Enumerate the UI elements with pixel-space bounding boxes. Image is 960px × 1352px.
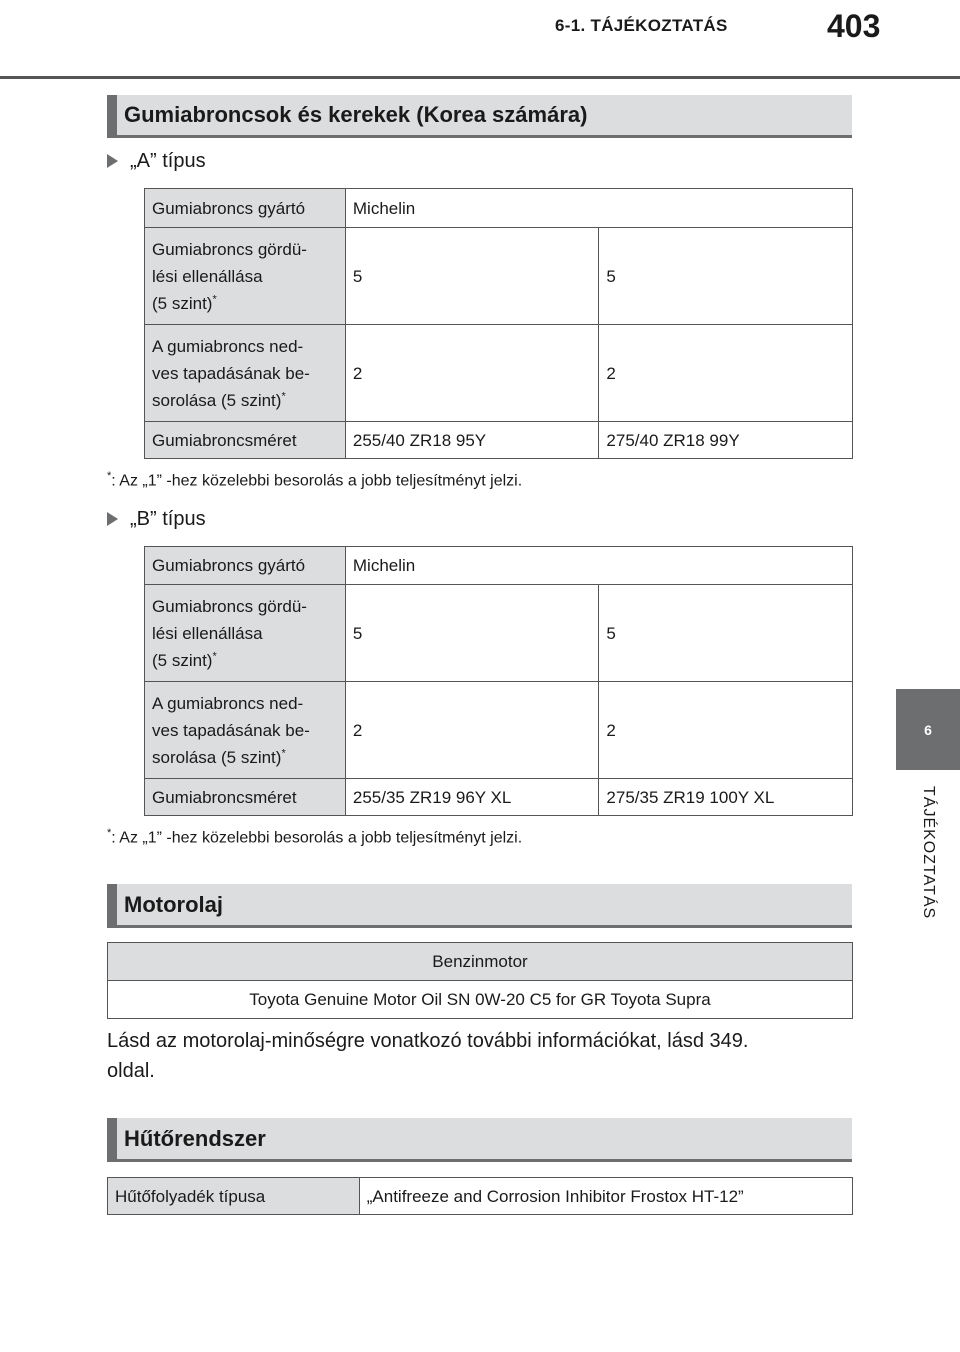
table-row <box>145 189 853 228</box>
grip-label-line3: sorolása (5 szint) <box>152 390 282 410</box>
type-a-bullet <box>107 148 206 174</box>
table-row <box>145 779 853 816</box>
type-b-table <box>144 546 853 816</box>
oil-table-value: Toyota Genuine Motor Oil SN 0W-20 C5 for GR Toyota Supra <box>108 981 853 1019</box>
footnote-mark: * <box>212 649 217 662</box>
grip-front-value: 2 <box>345 325 599 422</box>
cooling-heading-text: Hűtőrendszer <box>124 1125 266 1151</box>
header-divider <box>0 76 960 79</box>
rolling-label-line2: lési ellenállása <box>152 623 263 643</box>
size-label: Gumiabroncsméret <box>145 422 346 459</box>
maker-label: Gumiabroncs gyártó <box>145 547 346 585</box>
table-row <box>108 981 853 1019</box>
wet-grip-label <box>145 325 346 422</box>
size-label: Gumiabroncsméret <box>145 779 346 816</box>
size-rear-value: 275/40 ZR18 99Y <box>599 422 853 459</box>
tires-heading <box>107 95 852 138</box>
chapter-side-label <box>896 786 960 956</box>
footnote-mark: * <box>107 470 112 482</box>
table-row <box>108 943 853 981</box>
rolling-label-line1: Gumiabroncs gördü- <box>152 596 307 616</box>
chapter-tab <box>896 689 960 770</box>
chapter-number: 6 <box>924 721 932 738</box>
page-number: 403 <box>827 8 881 44</box>
cooling-table <box>107 1177 853 1215</box>
grip-label-line1: A gumiabroncs ned- <box>152 336 304 356</box>
size-rear-value: 275/35 ZR19 100Y XL <box>599 779 853 816</box>
size-front-value: 255/35 ZR19 96Y XL <box>345 779 599 816</box>
footnote-mark: * <box>281 389 286 402</box>
coolant-value: „Antifreeze and Corrosion Inhibitor Frostox HT-12” <box>359 1178 852 1215</box>
rolling-label-line3: (5 szint) <box>152 293 213 313</box>
cooling-heading <box>107 1118 852 1162</box>
oil-text-line2: oldal. <box>107 1060 155 1082</box>
maker-value: Michelin <box>345 189 852 228</box>
oil-heading-text: Motorolaj <box>124 891 223 917</box>
maker-label: Gumiabroncs gyártó <box>145 189 346 228</box>
coolant-label: Hűtőfolyadék típusa <box>108 1178 360 1215</box>
rolling-rear-value: 5 <box>599 228 853 325</box>
type-a-footnote <box>107 470 522 490</box>
table-row <box>145 228 853 325</box>
rolling-label-line1: Gumiabroncs gördü- <box>152 239 307 259</box>
table-row <box>108 1178 853 1215</box>
grip-rear-value: 2 <box>599 325 853 422</box>
rolling-rear-value: 5 <box>599 585 853 682</box>
oil-text-line1: Lásd az motorolaj-minőségre vonatkozó további információkat, lásd 349. <box>107 1030 749 1052</box>
type-b-label: „B” típus <box>130 507 206 530</box>
table-row <box>145 422 853 459</box>
table-row <box>145 682 853 779</box>
type-b-footnote <box>107 827 522 847</box>
footnote-mark: * <box>107 827 112 839</box>
type-a-label: „A” típus <box>130 149 206 172</box>
maker-value: Michelin <box>345 547 852 585</box>
footnote-text: : Az „1” -hez közelebbi besorolás a jobb teljesítményt jelzi. <box>111 829 523 847</box>
grip-rear-value: 2 <box>599 682 853 779</box>
table-row <box>145 585 853 682</box>
footnote-mark: * <box>281 746 286 759</box>
rolling-resistance-label <box>145 585 346 682</box>
triangle-bullet-icon <box>107 512 118 526</box>
wet-grip-label <box>145 682 346 779</box>
rolling-label-line2: lési ellenállása <box>152 266 263 286</box>
oil-heading <box>107 884 852 928</box>
size-front-value: 255/40 ZR18 95Y <box>345 422 599 459</box>
table-row <box>145 547 853 585</box>
footnote-mark: * <box>212 292 217 305</box>
grip-front-value: 2 <box>345 682 599 779</box>
table-row <box>145 325 853 422</box>
rolling-front-value: 5 <box>345 585 599 682</box>
rolling-resistance-label <box>145 228 346 325</box>
footnote-text: : Az „1” -hez közelebbi besorolás a jobb teljesítményt jelzi. <box>111 472 523 490</box>
grip-label-line2: ves tapadásának be- <box>152 363 310 383</box>
rolling-label-line3: (5 szint) <box>152 650 213 670</box>
oil-table-header: Benzinmotor <box>108 943 853 981</box>
header-section-title: 6-1. TÁJÉKOZTATÁS <box>555 16 728 35</box>
oil-reference-text <box>107 1026 852 1086</box>
type-a-table <box>144 188 853 459</box>
type-b-bullet <box>107 506 206 532</box>
chapter-side-text: TÁJÉKOZTATÁS <box>920 786 937 920</box>
tires-heading-text: Gumiabroncsok és kerekek (Korea számára) <box>124 102 588 127</box>
rolling-front-value: 5 <box>345 228 599 325</box>
triangle-bullet-icon <box>107 154 118 168</box>
oil-table <box>107 942 853 1019</box>
grip-label-line2: ves tapadásának be- <box>152 720 310 740</box>
grip-label-line1: A gumiabroncs ned- <box>152 693 304 713</box>
grip-label-line3: sorolása (5 szint) <box>152 747 282 767</box>
